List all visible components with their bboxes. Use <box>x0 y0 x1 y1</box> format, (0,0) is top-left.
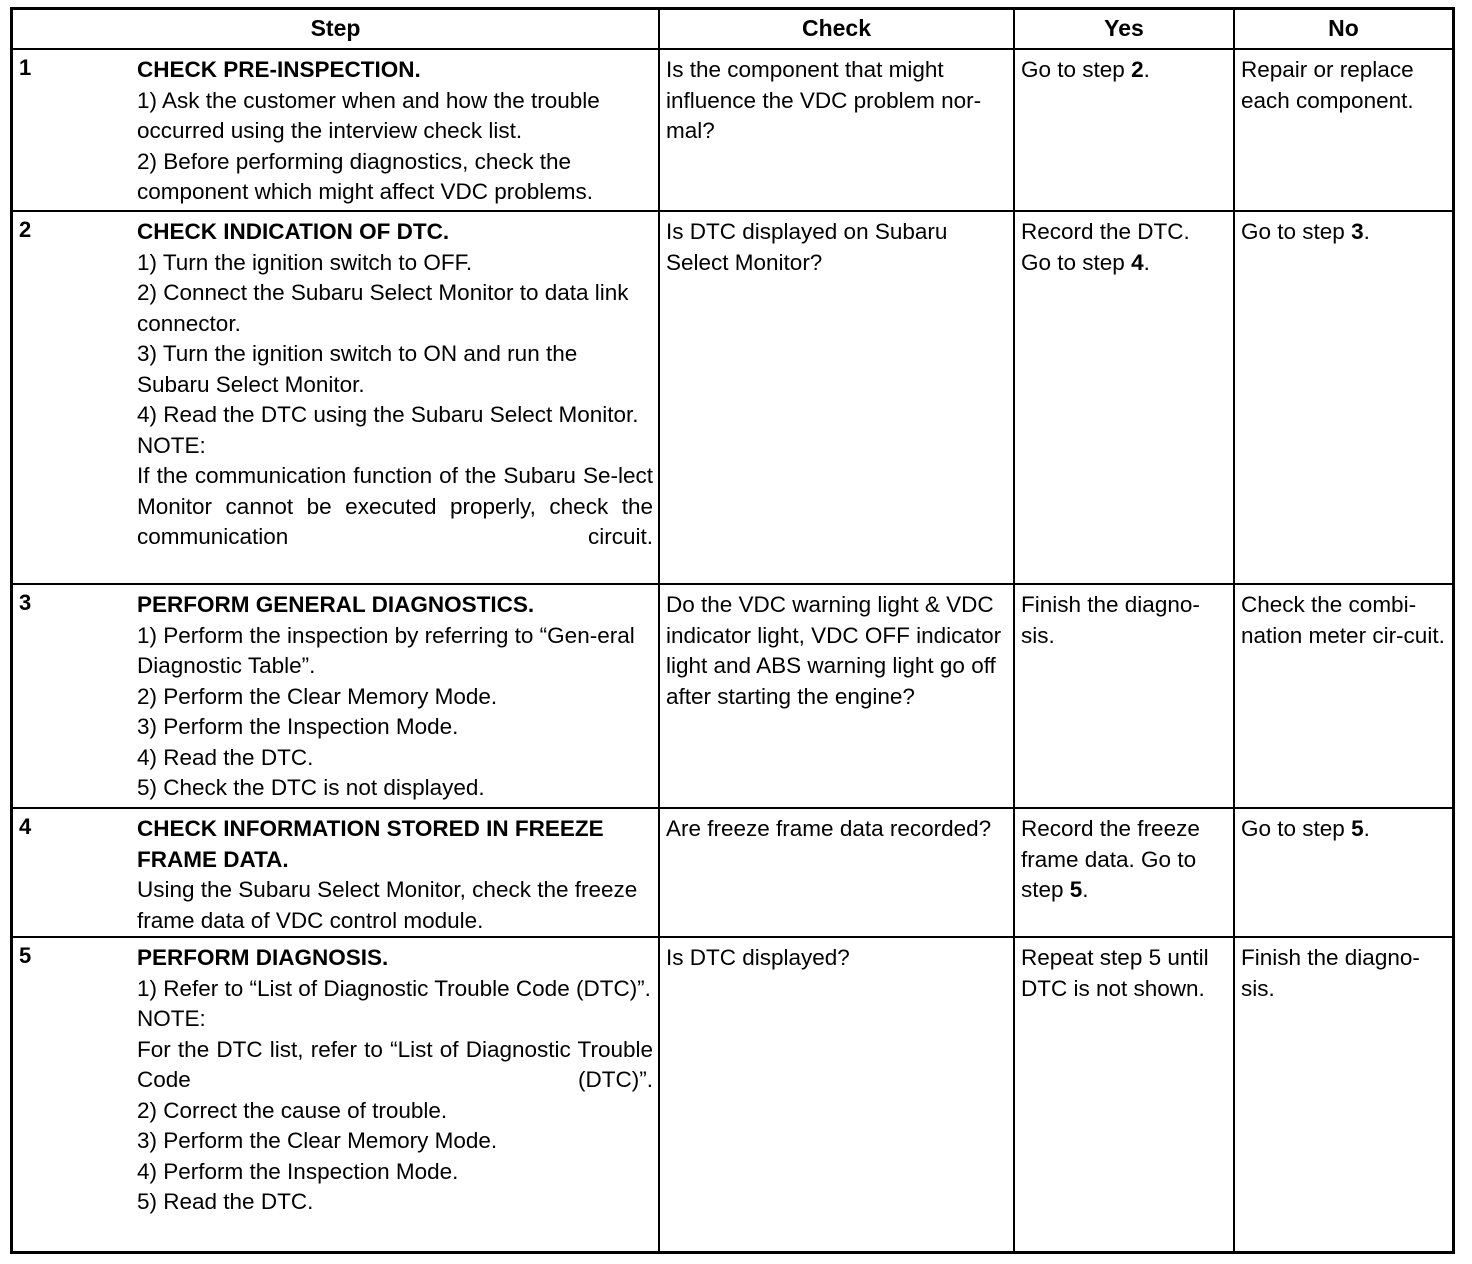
no-text: Go to step <box>1241 816 1352 841</box>
step-line: 2) Before performing diagnostics, check the component which might affect VDC problems. <box>137 148 594 204</box>
step-cell <box>13 938 658 1251</box>
step-title: CHECK PRE-INSPECTION. <box>137 57 421 82</box>
note-text: If the communication function of the Subaru Se-lect Monitor cannot be executed properly, check the communication circuit. <box>137 463 653 549</box>
check-cell <box>658 809 1013 936</box>
yes-step-ref: 5 <box>1069 877 1083 902</box>
yes-suffix: . <box>1143 249 1150 275</box>
table-row <box>13 809 1452 938</box>
diagnostic-table <box>10 7 1455 1254</box>
step-line: 4) Read the DTC. <box>137 744 314 770</box>
table-row <box>13 938 1452 1251</box>
step-number: 2 <box>19 217 32 242</box>
step-line: 4) Read the DTC using the Subaru Select Monitor. <box>137 402 639 427</box>
step-line: 5) Check the DTC is not displayed. <box>137 775 485 800</box>
yes-text: Record the freeze frame data. Go to step <box>1021 816 1200 902</box>
step-cell <box>13 50 658 210</box>
step-number: 1 <box>19 55 32 80</box>
step-line: 1) Turn the ignition switch to OFF. <box>137 249 473 275</box>
no-suffix: . <box>1363 816 1370 841</box>
check-text: Are freeze frame data recorded? <box>666 816 992 841</box>
step-title: CHECK INFORMATION STORED IN FREEZE FRAME DATA. <box>137 816 604 872</box>
note-label: NOTE: <box>137 432 206 458</box>
step-number: 5 <box>19 943 32 968</box>
step-line: 1) Ask the customer when and how the trouble occurred using the interview check list. <box>137 87 600 143</box>
step-cell <box>13 809 658 936</box>
step-cell <box>13 585 658 807</box>
no-step-ref: 3 <box>1351 219 1364 244</box>
no-text: Finish the diagno-sis. <box>1241 945 1420 1001</box>
no-text: Go to step <box>1241 219 1352 244</box>
check-cell <box>658 212 1013 583</box>
yes-text: Finish the diagno-sis. <box>1021 592 1200 648</box>
no-cell <box>1233 212 1452 583</box>
step-cell <box>13 212 658 583</box>
check-cell <box>658 938 1013 1251</box>
step-number: 4 <box>19 814 32 839</box>
no-text: Check the combi-nation meter cir-cuit. <box>1241 592 1445 648</box>
yes-suffix: . <box>1082 877 1089 902</box>
step-line: 1) Refer to “List of Diagnostic Trouble Code (DTC)”. <box>137 975 651 1001</box>
check-text: Is DTC displayed? <box>666 945 850 970</box>
step-line: 3) Perform the Clear Memory Mode. <box>137 1128 498 1153</box>
step-line: 3) Turn the ignition switch to ON and run the Subaru Select Monitor. <box>137 341 578 397</box>
no-cell <box>1233 938 1452 1251</box>
step-title: CHECK INDICATION OF DTC. <box>137 219 450 244</box>
yes-cell <box>1013 938 1233 1251</box>
yes-text: Go to step <box>1021 249 1132 275</box>
table-row <box>13 585 1452 809</box>
note-text: For the DTC list, refer to “List of Diagnostic Trouble Code (DTC)”. <box>137 1036 653 1092</box>
yes-cell <box>1013 809 1233 936</box>
step-title: PERFORM DIAGNOSIS. <box>137 945 389 970</box>
step-line: 2) Correct the cause of trouble. <box>137 1097 448 1123</box>
check-cell <box>658 50 1013 210</box>
no-suffix: . <box>1363 219 1370 244</box>
check-text: Do the VDC warning light & VDC indicator light, VDC OFF indicator light and ABS warning light go off after starting the engine? <box>666 592 1002 709</box>
note-label: NOTE: <box>137 1006 206 1031</box>
step-line: 2) Connect the Subaru Select Monitor to data link connector. <box>137 280 629 336</box>
header-check: Check <box>658 10 1013 48</box>
check-cell <box>658 585 1013 807</box>
header-no: No <box>1233 10 1452 48</box>
table-row <box>13 212 1452 585</box>
yes-suffix: . <box>1143 57 1150 82</box>
yes-cell <box>1013 585 1233 807</box>
yes-step-ref: 2 <box>1131 57 1144 82</box>
step-title: PERFORM GENERAL DIAGNOSTICS. <box>137 592 535 617</box>
step-line: 5) Read the DTC. <box>137 1189 314 1214</box>
header-step: Step <box>310 15 361 41</box>
check-text: Is DTC displayed on Subaru Select Monitor? <box>666 219 948 275</box>
yes-cell <box>1013 50 1233 210</box>
no-cell <box>1233 50 1452 210</box>
step-line: Using the Subaru Select Monitor, check the freeze frame data of VDC control module. <box>137 877 638 933</box>
step-line: 1) Perform the inspection by referring to “Gen-eral Diagnostic Table”. <box>137 622 635 678</box>
step-line: 4) Perform the Inspection Mode. <box>137 1158 459 1184</box>
check-text: Is the component that might influence the VDC problem nor-mal? <box>666 57 982 143</box>
no-text: Repair or replace each component. <box>1241 57 1414 113</box>
table-header <box>13 10 1452 50</box>
header-yes: Yes <box>1013 10 1233 48</box>
no-cell <box>1233 585 1452 807</box>
no-step-ref: 5 <box>1351 816 1364 841</box>
yes-step-ref: 4 <box>1131 249 1144 275</box>
step-line: 3) Perform the Inspection Mode. <box>137 714 459 739</box>
no-cell <box>1233 809 1452 936</box>
table-row <box>13 50 1452 212</box>
step-line: 2) Perform the Clear Memory Mode. <box>137 683 498 709</box>
yes-text: Record the DTC. <box>1021 219 1190 244</box>
yes-text: Repeat step 5 until DTC is not shown. <box>1021 945 1209 1001</box>
yes-cell <box>1013 212 1233 583</box>
yes-text: Go to step <box>1021 57 1132 82</box>
step-number: 3 <box>19 590 32 615</box>
